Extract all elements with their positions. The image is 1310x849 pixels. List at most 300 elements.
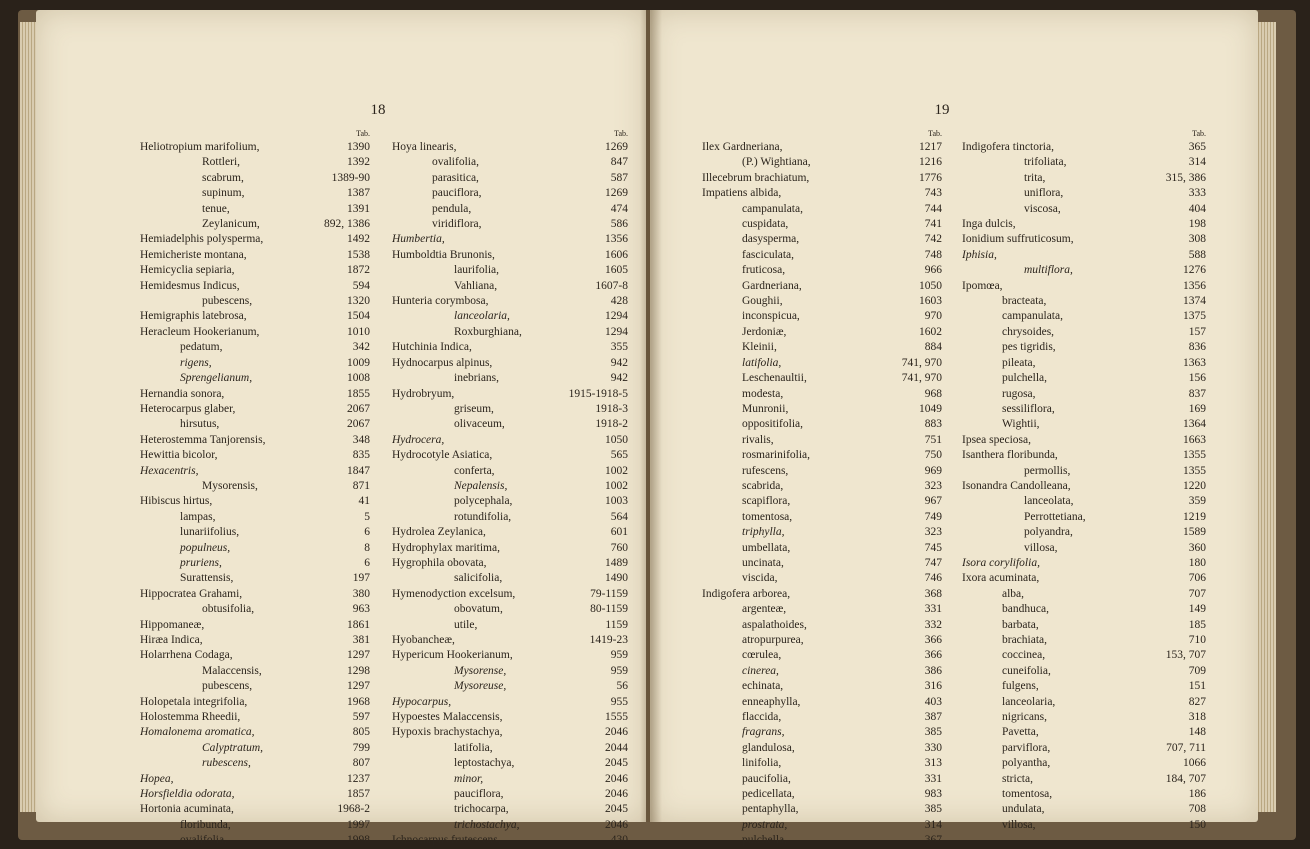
index-entry [392,787,628,802]
index-entry [702,602,942,617]
index-entry [702,448,942,463]
index-entry [962,787,1206,802]
entry-tab-number: 1355 [1183,464,1206,477]
entry-name: Malaccensis, [202,664,262,677]
entry-tab-number: 2046 [605,726,628,739]
entry-name: Indigofera tinctoria, [962,141,1054,153]
index-entry [702,695,942,710]
index-entry [392,633,628,648]
entry-name: Hemidesmus Indicus, [140,279,240,292]
index-entry [392,279,628,294]
entry-name: Ilex Gardneriana, [702,141,783,153]
index-entry [962,417,1206,432]
index-entry [392,833,628,848]
entry-name: Isanthera floribunda, [962,449,1058,462]
entry-name: hirsutus, [180,418,220,431]
index-entry [702,325,942,340]
entry-name: trita, [1024,171,1046,184]
index-entry [140,833,370,848]
tab-header: Tab. [928,129,942,138]
entry-name: Indigofera arborea, [702,587,791,600]
entry-tab-number: 594 [352,279,370,292]
index-column [140,128,370,849]
entry-tab-number: 969 [924,464,942,477]
entry-tab-number: 41 [358,495,370,508]
index-entry [962,618,1206,633]
entry-name: trichocarpa, [454,803,509,816]
entry-name: atropurpurea, [742,634,804,646]
index-entry [392,494,628,509]
entry-tab-number: 760 [610,541,628,554]
entry-name: Ixora acuminata, [962,572,1040,585]
index-entry [392,294,628,309]
entry-tab-number: 883 [924,418,942,431]
index-entry [962,510,1206,525]
entry-tab-number: 1855 [347,387,370,400]
entry-name: obtusifolia, [202,603,255,616]
index-entry [702,802,942,817]
entry-name: Hexacentris, [140,464,199,477]
entry-tab-number: 185 [1188,618,1206,631]
index-entry [392,741,628,756]
entry-tab-number: 706 [1188,572,1206,585]
entry-tab-number: 1555 [605,711,628,724]
entry-tab-number: 837 [1188,387,1206,400]
entry-tab-number: 8 [364,541,370,554]
index-entry [702,587,942,602]
index-entry [392,664,628,679]
entry-tab-number: 333 [1188,187,1206,200]
index-entry [962,309,1206,324]
entry-tab-number: 1237 [347,772,370,785]
entry-name: Hydnocarpus alpinus, [392,356,493,369]
index-entry [392,340,628,355]
index-entry [140,171,370,186]
index-entry [392,217,628,232]
entry-tab-number: 2067 [347,402,370,415]
entry-tab-number: 588 [1188,248,1206,261]
index-entry [140,494,370,509]
index-entry [702,155,942,170]
entry-name: griseum, [454,402,494,415]
entry-name: Gardneriana, [742,279,802,292]
entry-tab-number: 1390 [347,141,370,153]
entry-name: trifoliata, [1024,156,1067,169]
entry-name: villosa, [1002,818,1036,831]
entry-name: pauciflora, [454,788,504,801]
entry-tab-number: 967 [924,495,942,508]
entry-name: Sprengelianum, [180,372,253,385]
entry-name: Perrottetiana, [1024,510,1086,523]
index-entry [702,833,942,848]
entry-tab-number: 355 [610,341,628,354]
index-entry [962,232,1206,247]
entry-tab-number: 836 [1188,341,1206,354]
entry-name: bracteata, [1002,295,1047,308]
entry-tab-number: 1847 [347,464,370,477]
index-entry [140,186,370,201]
entry-name: Hyobancheæ, [392,634,455,646]
index-entry [962,217,1206,232]
index-entry [140,541,370,556]
index-entry [702,787,942,802]
index-entry [962,479,1206,494]
entry-tab-number: 1997 [347,818,370,831]
entry-tab-number: 1269 [605,187,628,200]
entry-tab-number: 1419-23 [589,634,628,646]
entry-name: lunariifolius, [180,526,240,539]
index-entry [392,371,628,386]
entry-name: echinata, [742,680,784,693]
entry-name: Rottleri, [202,156,241,169]
entry-tab-number: 331 [924,603,942,616]
entry-tab-number: 314 [924,818,942,831]
index-entry [962,602,1206,617]
index-entry [702,294,942,309]
entry-name: Horsfieldia odorata, [140,788,235,801]
entry-tab-number: 1297 [347,680,370,693]
entry-tab-number: 331 [924,772,942,785]
index-entry [962,448,1206,463]
entry-name: obovatum, [454,603,503,616]
entry-name: scapiflora, [742,495,791,508]
entry-tab-number: 751 [924,433,942,446]
index-entry [962,756,1206,771]
entry-name: fulgens, [1002,680,1039,693]
entry-tab-number: 5 [364,510,370,523]
entry-name: dasysperma, [742,233,800,246]
entry-name: Ipomœa, [962,279,1003,292]
entry-name: latifolia, [742,356,782,369]
entry-name: Hydrocera, [392,433,445,446]
entry-name: pes tigridis, [1002,341,1056,354]
index-entry [392,695,628,710]
index-entry [702,679,942,694]
entry-tab-number: 748 [924,248,942,261]
entry-tab-number: 743 [924,187,942,200]
book-gutter [640,10,662,822]
index-entry [140,340,370,355]
index-entry [702,433,942,448]
entry-name: Hortonia acuminata, [140,803,234,816]
entry-name: Surattensis, [180,572,234,585]
entry-tab-number: 1918-3 [595,402,628,415]
index-entry [962,571,1206,586]
index-entry [392,325,628,340]
entry-tab-number: 1298 [347,664,370,677]
index-entry [962,710,1206,725]
index-entry [140,140,370,155]
entry-name: Hypoxis brachystachya, [392,726,503,739]
entry-tab-number: 169 [1188,402,1206,415]
entry-name: rotundifolia, [454,510,512,523]
index-entry [702,464,942,479]
entry-tab-number: 1605 [605,264,628,277]
entry-name: tomentosa, [1002,788,1053,801]
entry-name: Hypocarpus, [392,695,452,708]
index-entry [962,802,1206,817]
entry-tab-number: 403 [924,695,942,708]
entry-name: Heterocarpus glaber, [140,402,236,415]
index-entry [140,510,370,525]
index-entry [140,309,370,324]
index-entry [702,541,942,556]
index-entry [962,371,1206,386]
entry-name: viscosa, [1024,202,1061,215]
entry-tab-number: 807 [352,757,370,770]
index-entry [392,309,628,324]
index-entry [392,710,628,725]
entry-tab-number: 1276 [1183,264,1206,277]
entry-tab-number: 2044 [605,741,628,754]
entry-name: Hypoestes Malaccensis, [392,711,503,724]
entry-name: Ipsea speciosa, [962,433,1031,446]
tab-header: Tab. [356,129,370,138]
index-entry [702,417,942,432]
entry-tab-number: 744 [924,202,942,215]
entry-tab-number: 968 [924,387,942,400]
entry-tab-number: 2046 [605,788,628,801]
entry-tab-number: 1998 [347,834,370,847]
entry-name: multiflora, [1024,264,1073,277]
index-entry [962,433,1206,448]
entry-tab-number: 884 [924,341,942,354]
entry-tab-number: 710 [1188,634,1206,646]
entry-name: salicifolia, [454,572,503,585]
entry-name: Kleinii, [742,341,777,354]
entry-name: pendula, [432,202,472,215]
entry-name: scabrum, [202,171,244,184]
entry-tab-number: 332 [924,618,942,631]
entry-name: pedatum, [180,341,223,354]
index-entry [962,294,1206,309]
entry-tab-number: 1066 [1183,757,1206,770]
entry-name: glandulosa, [742,741,795,754]
entry-name: enneaphylla, [742,695,801,708]
index-entry [702,402,942,417]
entry-tab-number: 6 [364,556,370,569]
index-entry [702,217,942,232]
entry-tab-number: 1776 [919,171,942,184]
entry-tab-number: 314 [1188,156,1206,169]
entry-name: rigens, [180,356,212,369]
entry-name: inconspicua, [742,310,800,323]
entry-name: Hemiadelphis polysperma, [140,233,264,246]
entry-name: campanulata, [1002,310,1063,323]
index-entry [962,356,1206,371]
entry-tab-number: 380 [352,587,370,600]
index-entry [702,140,942,155]
entry-tab-number: 741, 970 [901,356,942,369]
entry-tab-number: 330 [924,741,942,754]
entry-name: conferta, [454,464,495,477]
entry-tab-number: 1009 [347,356,370,369]
index-entry [962,202,1206,217]
entry-name: Hippocratea Grahami, [140,587,243,600]
entry-name: Nepalensis, [454,479,508,492]
index-entry [702,340,942,355]
entry-tab-number: 2046 [605,818,628,831]
index-column [962,128,1206,833]
entry-tab-number: 342 [352,341,370,354]
entry-tab-number: 428 [610,295,628,308]
index-entry [140,818,370,833]
index-entry [962,741,1206,756]
entry-name: villosa, [1024,541,1058,554]
index-entry [392,356,628,371]
index-entry [702,510,942,525]
entry-name: triphylla, [742,526,785,539]
index-entry [140,294,370,309]
index-entry [962,248,1206,263]
entry-name: modesta, [742,387,784,400]
entry-name: coccinea, [1002,649,1046,662]
index-entry [140,756,370,771]
entry-name: brachiata, [1002,634,1048,646]
entry-name: uncinata, [742,556,784,569]
entry-name: sessiliflora, [1002,402,1055,415]
index-entry [392,648,628,663]
entry-name: Holostemma Rheedii, [140,711,241,724]
entry-tab-number: 1002 [605,479,628,492]
index-entry [962,387,1206,402]
entry-name: viscida, [742,572,778,585]
index-entry [140,448,370,463]
entry-name: Hutchinia Indica, [392,341,472,354]
entry-tab-number: 348 [352,433,370,446]
entry-tab-number: 1159 [605,618,628,631]
entry-tab-number: 323 [924,526,942,539]
entry-name: (P.) Wightiana, [742,156,811,169]
index-entry [962,664,1206,679]
index-entry [140,279,370,294]
entry-name: linifolia, [742,757,782,770]
entry-name: pubescens, [202,295,253,308]
entry-name: lanceolaria, [454,310,510,323]
index-entry [392,510,628,525]
index-entry [392,571,628,586]
entry-name: rubescens, [202,757,251,770]
index-column [392,128,628,849]
index-entry [140,679,370,694]
entry-tab-number: 1294 [605,310,628,323]
index-entry [962,186,1206,201]
entry-name: minor, [454,772,484,785]
index-entry [962,541,1206,556]
index-entry [702,232,942,247]
entry-tab-number: 1217 [919,141,942,153]
entry-name: supinum, [202,187,245,200]
index-entry [392,232,628,247]
entry-name: polycephala, [454,495,513,508]
entry-name: parviflora, [1002,741,1051,754]
entry-name: Heterostemma Tanjorensis, [140,433,266,446]
entry-tab-number: 1003 [605,495,628,508]
index-entry [702,171,942,186]
index-entry [140,371,370,386]
index-entry [392,679,628,694]
entry-name: polyandra, [1024,526,1073,539]
entry-name: Iphisia, [962,248,997,261]
entry-name: utile, [454,618,478,631]
entry-name: Goughii, [742,295,783,308]
index-entry [962,695,1206,710]
right-page [650,10,1258,847]
index-entry [392,525,628,540]
entry-tab-number: 366 [924,649,942,662]
entry-tab-number: 1002 [605,464,628,477]
entry-name: viridiflora, [432,218,482,231]
entry-tab-number: 1489 [605,556,628,569]
entry-name: parasitica, [432,171,479,184]
entry-tab-number: 148 [1188,726,1206,739]
entry-name: olivaceum, [454,418,505,431]
entry-tab-number: 749 [924,510,942,523]
entry-tab-number: 745 [924,541,942,554]
entry-tab-number: 1375 [1183,310,1206,323]
index-entry [962,279,1206,294]
entry-name: flaccida, [742,711,782,724]
entry-tab-number: 1356 [605,233,628,246]
entry-name: Hibiscus hirtus, [140,495,213,508]
index-entry [140,802,370,817]
entry-tab-number: 955 [610,695,628,708]
entry-tab-number: 565 [610,449,628,462]
entry-tab-number: 1603 [919,295,942,308]
entry-tab-number: 708 [1188,803,1206,816]
index-entry [140,464,370,479]
index-entry [962,140,1206,155]
entry-tab-number: 80-1159 [590,603,628,616]
entry-name: polyantha, [1002,757,1051,770]
entry-tab-number: 709 [1188,664,1206,677]
entry-tab-number: 959 [610,664,628,677]
entry-name: Hemicheriste montana, [140,248,247,261]
entry-tab-number: 385 [924,803,942,816]
index-entry [392,464,628,479]
tab-header: Tab. [1192,129,1206,138]
index-entry [140,387,370,402]
entry-tab-number: 186 [1188,788,1206,801]
index-entry [962,648,1206,663]
entry-tab-number: 1538 [347,248,370,261]
entry-name: Hymenodyction excelsum, [392,587,516,600]
entry-tab-number: 323 [924,479,942,492]
index-entry [392,140,628,155]
entry-tab-number: 385 [924,726,942,739]
index-entry [392,756,628,771]
entry-name: prostrata, [742,818,788,831]
entry-tab-number: 365 [1188,141,1206,153]
entry-tab-number: 742 [924,233,942,246]
index-entry [702,556,942,571]
entry-tab-number: 1364 [1183,418,1206,431]
entry-tab-number: 149 [1188,603,1206,616]
index-entry [140,556,370,571]
entry-tab-number: 966 [924,264,942,277]
entry-tab-number: 1216 [919,156,942,169]
entry-tab-number: 942 [610,356,628,369]
entry-name: Hopea, [140,772,174,785]
entry-name: Munronii, [742,402,789,415]
index-entry [962,772,1206,787]
index-entry [962,525,1206,540]
entry-tab-number: 1374 [1183,295,1206,308]
entry-tab-number: 942 [610,372,628,385]
index-entry [140,787,370,802]
entry-tab-number: 707, 711 [1166,741,1206,754]
entry-name: bandhuca, [1002,603,1049,616]
